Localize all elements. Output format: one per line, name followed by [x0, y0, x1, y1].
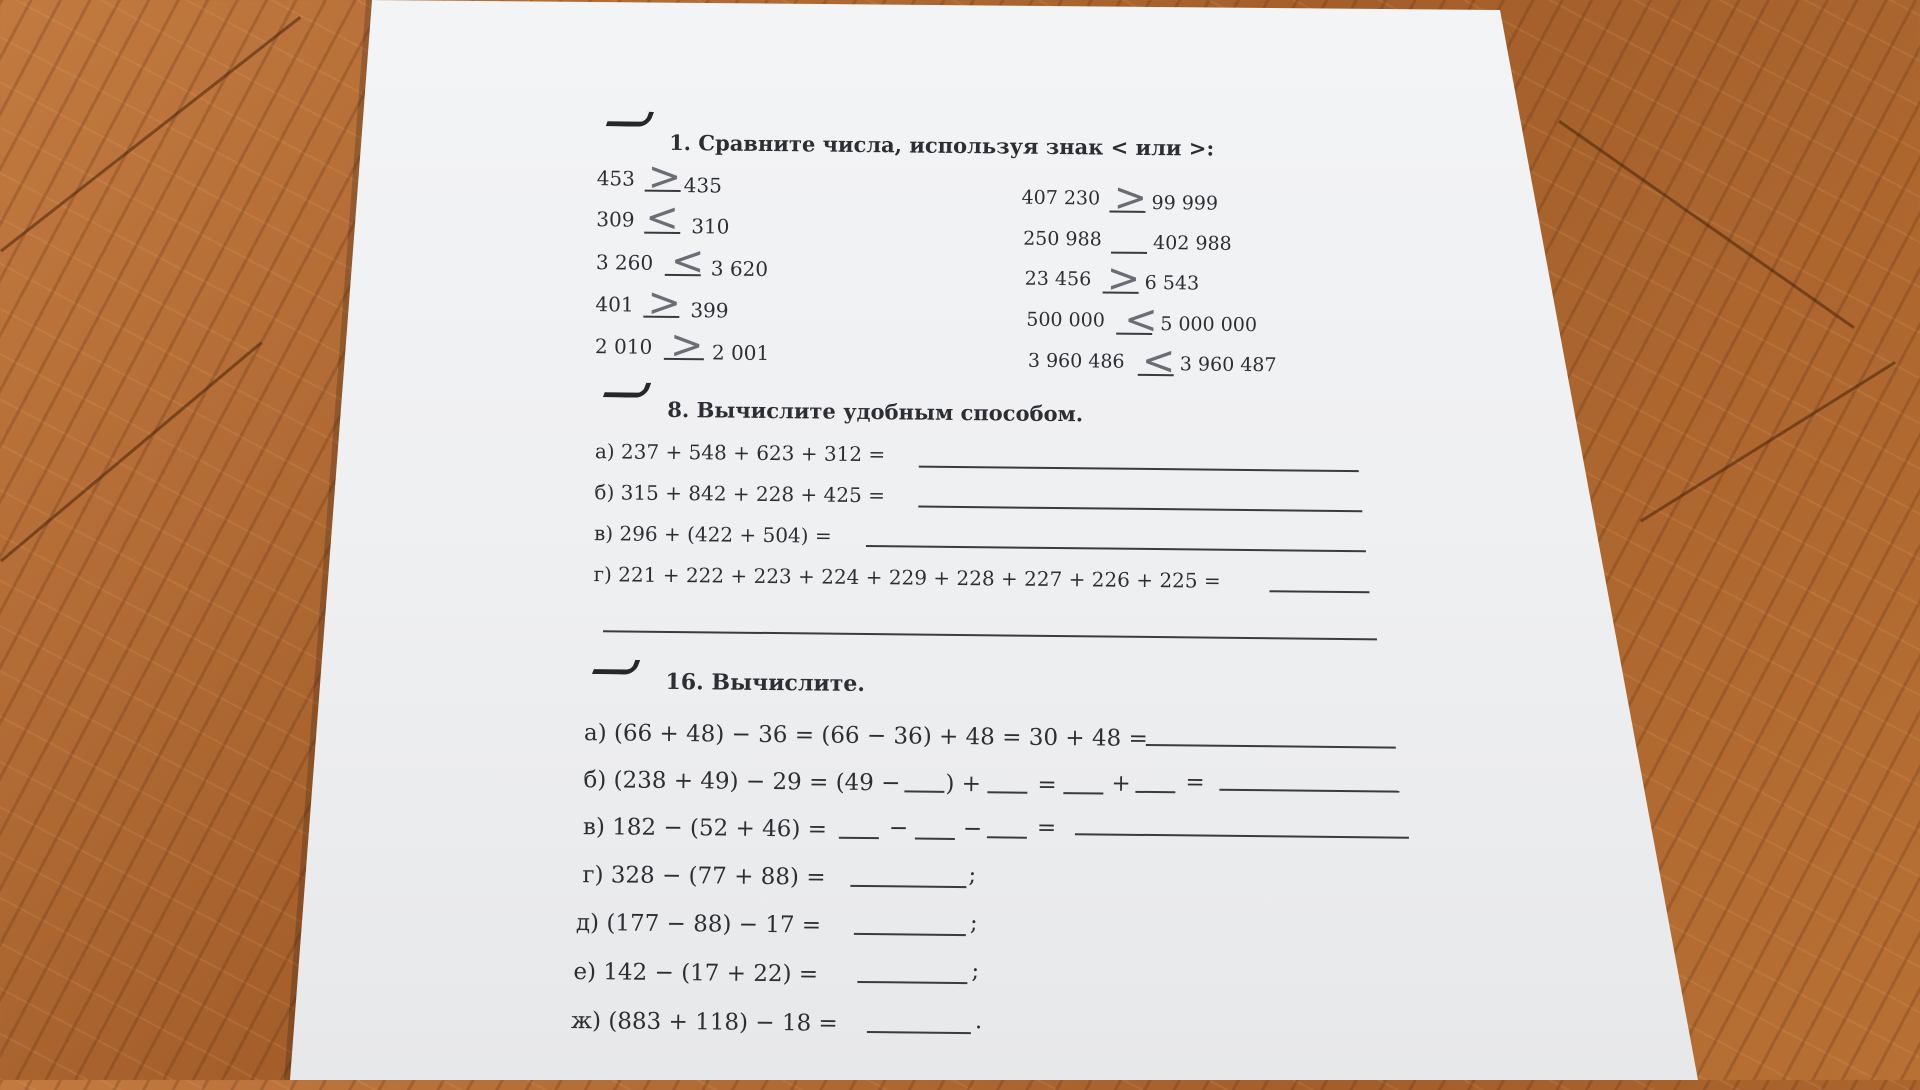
- task16-text: ;: [971, 958, 980, 985]
- task16-item-d: д) (177 − 88) − 17 =: [575, 910, 822, 939]
- answer-line: [915, 838, 955, 840]
- task16-item-a: а) (66 + 48) − 36 = (66 − 36) + 48 = 30 + 48 =: [583, 720, 1148, 752]
- answer-mark: <: [1124, 296, 1159, 344]
- answer-mark: >: [647, 153, 682, 201]
- task16-text: =: [1036, 814, 1057, 842]
- answer-mark: >: [1113, 174, 1148, 221]
- task16-header: 16. Вычислите.: [665, 668, 866, 698]
- answer-line: [866, 545, 1366, 552]
- answer-line: [1075, 833, 1409, 838]
- answer-line: [850, 885, 966, 888]
- task16-item-b: б) (238 + 49) − 29 = (49 −: [583, 767, 901, 797]
- answer-mark: <: [670, 237, 705, 285]
- answer-line: [603, 630, 1377, 640]
- task16-text: =: [1037, 771, 1057, 799]
- task16-item-e: е) 142 − (17 + 22) =: [573, 958, 819, 988]
- answer-mark: >: [1106, 255, 1141, 302]
- answer-line: [1146, 744, 1396, 749]
- compare-a: 3 960 486: [1027, 349, 1125, 373]
- answer-line: [919, 466, 1359, 473]
- compare-b: 5 000 000: [1160, 313, 1258, 337]
- compare-b: 3 960 487: [1179, 353, 1277, 377]
- task8-item: а) 237 + 548 + 623 + 312 =: [594, 439, 886, 467]
- answer-line: [1063, 792, 1103, 794]
- task8-item: в) 296 + (422 + 504) =: [593, 521, 832, 548]
- compare-b: 3 620: [710, 256, 769, 281]
- task16-text: ;: [968, 862, 977, 889]
- compare-b: 2 001: [711, 340, 770, 365]
- answer-line: [1219, 789, 1399, 793]
- compare-b: 99 999: [1151, 191, 1219, 215]
- answer-line: [1135, 791, 1175, 793]
- compare-a: 2 010: [594, 334, 653, 359]
- task-marker-icon: [603, 382, 652, 397]
- task16-item-g: г) 328 − (77 + 88) =: [582, 862, 826, 891]
- task1-header: 1. Сравните числа, используя знак < или >:: [669, 129, 1215, 161]
- task16-text: −: [962, 816, 983, 843]
- task16-text: =: [1185, 769, 1205, 796]
- compare-b: 6 543: [1144, 271, 1200, 295]
- answer-mark: >: [669, 321, 704, 369]
- task16-text: .: [974, 1008, 983, 1035]
- answer-line: [857, 981, 967, 984]
- compare-b: 402 988: [1153, 232, 1232, 255]
- compare-a: 309: [596, 207, 635, 232]
- task16-text: +: [1111, 770, 1131, 797]
- task8-item: б) 315 + 842 + 228 + 425 =: [594, 480, 886, 508]
- compare-a: 23 456: [1024, 267, 1092, 291]
- task8-item: г) 221 + 222 + 223 + 224 + 229 + 228 + 227 + 226 + 225 =: [593, 562, 1221, 593]
- answer-mark: <: [645, 194, 680, 242]
- answer-line: [987, 836, 1027, 838]
- compare-a: 453: [596, 166, 636, 191]
- task16-text: −: [888, 815, 909, 842]
- compare-b: 399: [690, 298, 729, 323]
- task16-item-v: в) 182 − (52 + 46) =: [582, 814, 828, 843]
- compare-a: 401: [595, 292, 634, 317]
- task-marker-icon: [606, 111, 655, 126]
- compare-a: 407 230: [1021, 186, 1101, 210]
- answer-line: [854, 933, 966, 936]
- task16-text: ) +: [945, 770, 982, 798]
- answer-line: [918, 506, 1362, 513]
- compare-b: 310: [691, 214, 730, 239]
- task16-item-zh: ж) (883 + 118) − 18 =: [570, 1007, 838, 1037]
- task-marker-icon: [592, 659, 641, 674]
- answer-line: [839, 837, 879, 839]
- answer-mark: >: [647, 279, 682, 327]
- compare-a: 250 988: [1023, 227, 1102, 251]
- answer-line: [987, 791, 1027, 793]
- compare-b: 435: [683, 173, 723, 198]
- compare-a: 500 000: [1026, 308, 1105, 332]
- task8-header: 8. Вычислите удобным способом.: [667, 396, 1084, 427]
- answer-line: [904, 790, 944, 792]
- task16-text: ;: [969, 910, 978, 937]
- answer-line: [1269, 590, 1369, 593]
- compare-a: 3 260: [595, 250, 654, 275]
- answer-mark: <: [1141, 337, 1176, 385]
- answer-line: [867, 1031, 971, 1034]
- compare-blank: [1111, 252, 1147, 254]
